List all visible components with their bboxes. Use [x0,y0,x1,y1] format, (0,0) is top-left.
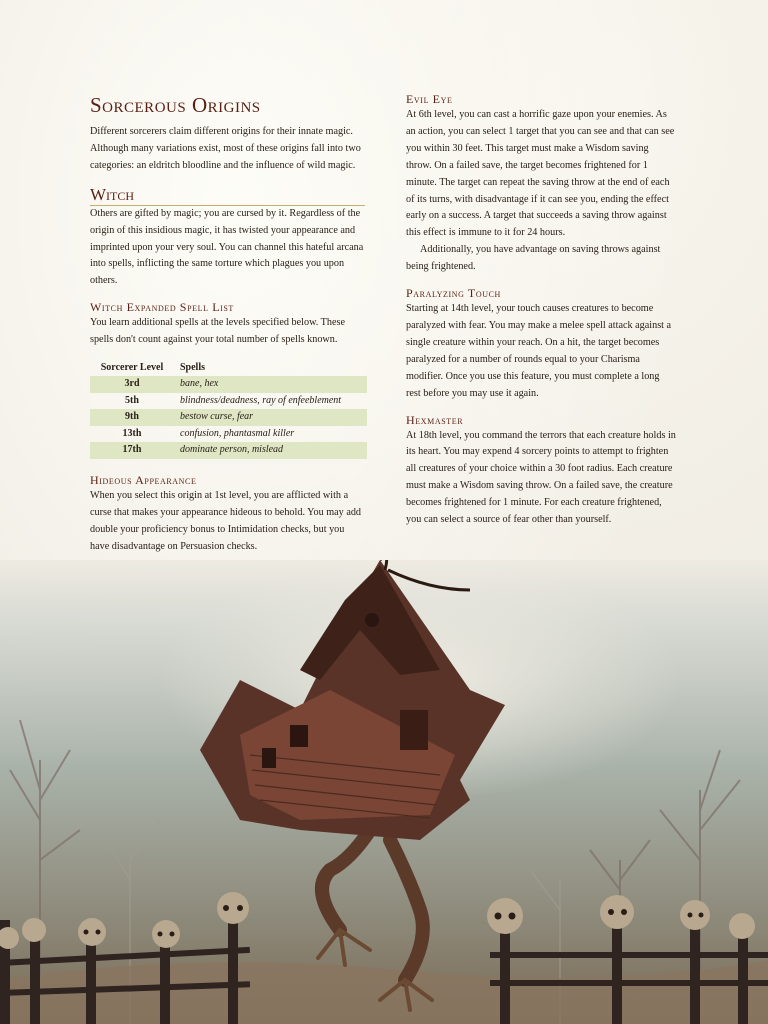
level-cell: 5th [125,394,139,406]
level-cell: 13th [122,427,142,439]
evil-eye-heading: Evil Eye [406,92,453,106]
table-row [90,376,367,393]
spell-table-header [90,359,367,376]
intro-paragraph: Different sorcerers claim different origins for their innate magic. Although many variations exist, most of these origins fall into two categories: an eldritch bloodline and the influence of wild magic. [90,126,361,171]
spells-cell: confusion, phantasmal killer [180,427,295,439]
evil-eye-paragraph-2: Additionally, you have advantage on saving throws against being frightened. [406,244,661,273]
witch-paragraph: Others are gifted by magic; you are cursed by it. Regardless of the origin of this insidious magic, it has twisted your appearance and imprinted upon your very soul. You can channel this hateful arcana into spells, inflicting the same torture which plagues you upon others. [90,207,364,287]
hideous-appearance-heading: Hideous Appearance [90,473,197,488]
spells-cell: dominate person, mislead [174,442,367,459]
hexmaster-heading: Hexmaster [406,412,464,427]
expanded-spell-list-paragraph: You learn additional spells at the levels specified below. These spells don't count against your total number of spells known. [90,317,346,346]
level-cell: 9th [90,409,174,426]
column-header-spells: Spells [180,362,206,374]
spells-cell: blindness/deadness, ray of enfeeblement [180,394,342,406]
table-row [90,393,367,410]
left-column [90,92,365,556]
paralyzing-touch-heading: Paralyzing Touch [406,286,501,301]
level-cell: 3rd [90,376,174,393]
column-header-level: Sorcerer Level [100,362,164,374]
evil-eye-paragraph: At 6th level, you can cast a horrific gaze upon your enemies. As an action, you can select 1 target that you can see and that can see you within 30 feet. This target must make a Wisdom saving throw. On a failed save, the target becomes frightened for 1 minute. The target can repeat the saving throw at the end of each of its turns, with disadvantage if it can see you, ending the effect early on a success. A target that succeeds a saving throw against this effect is immune to it for 24 hours. [406,109,675,239]
expanded-spell-list-heading: Witch Expanded Spell List [90,300,234,315]
witch-hut-illustration [0,560,768,1024]
spell-table [90,359,367,459]
section-title: Sorcerous Origins [90,93,261,117]
spells-cell: bestow curse, fear [174,409,367,426]
paralyzing-touch-paragraph: Starting at 14th level, your touch causes creatures to become paralyzed with fear. You may make a melee spell attack against a single creature within your reach. On a hit, the target becomes paralyzed for a number of rounds equal to your Charisma modifier. Once you use this feature, you must complete a long rest before you may use it again. [406,303,672,399]
level-cell: 17th [90,442,174,459]
table-row [90,409,367,426]
right-column [406,92,676,529]
spells-cell: bane, hex [174,376,367,393]
hideous-appearance-paragraph: When you select this origin at 1st level, you are afflicted with a curse that makes your appearance hideous to behold. You may add double your proficiency bonus to Intimidation checks, but you have disadvantage on Persuasion checks. [90,490,362,552]
witch-heading: Witch [90,185,365,206]
hexmaster-paragraph: At 18th level, you command the terrors that each creature holds in its heart. You may expend 4 sorcery points to attempt to frighten all creatures of your choice within a 30 foot radius. Each creature must make a Wisdom saving throw. On a failed save, the creature becomes frightened for 1 minute. For each creature frightened, you can select a source of fear other than yourself. [406,429,676,526]
table-row [90,426,367,443]
table-row [90,442,367,459]
